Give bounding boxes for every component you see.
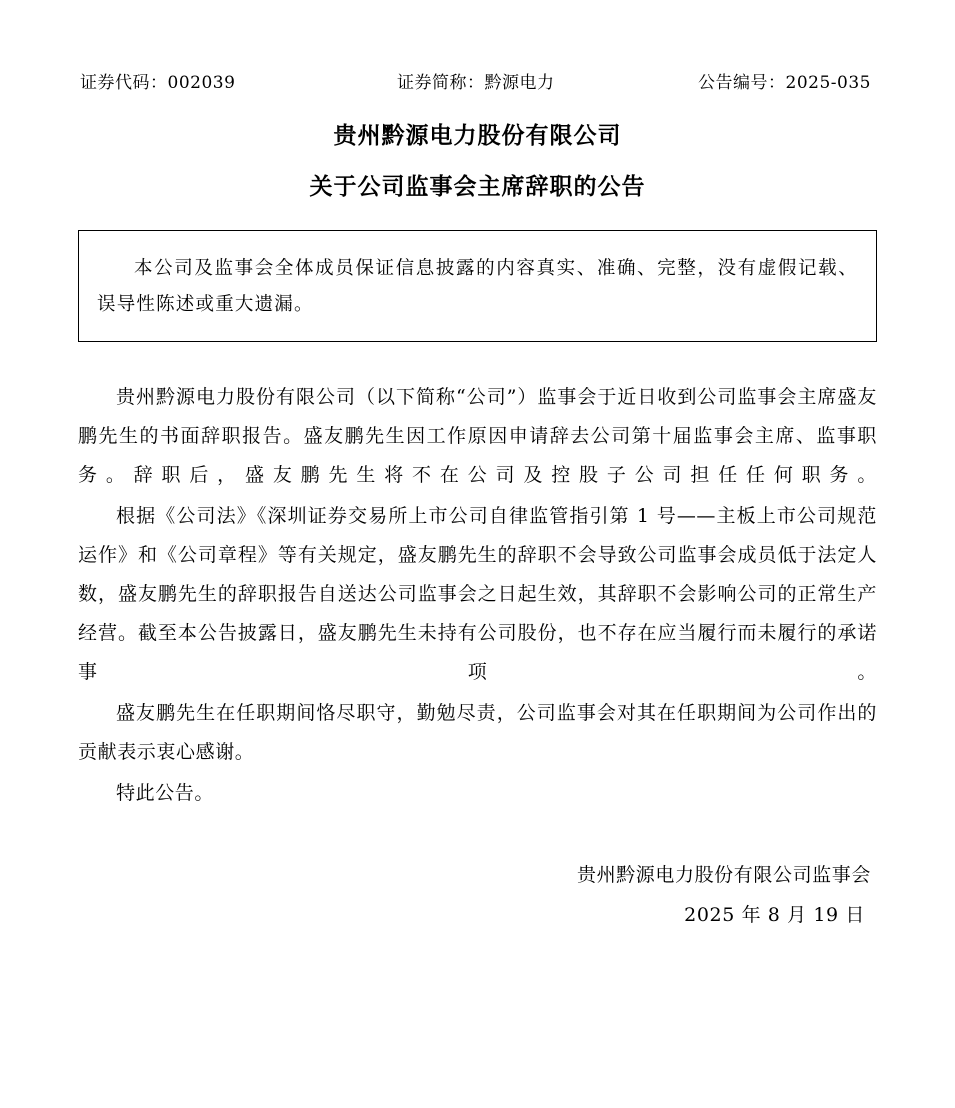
signature-date: 2025 年 8 月 19 日 — [684, 904, 865, 927]
security-short-name: 证券简称：黔源电力 — [396, 73, 555, 93]
document-body — [78, 378, 877, 812]
page-title-company: 贵州黔源电力股份有限公司 — [333, 122, 622, 149]
signature-block — [78, 856, 877, 936]
disclosure-statement-text: 本公司及监事会全体成员保证信息披露的内容真实、准确、完整，没有虚假记载、误导性陈述或重大遗漏。 — [97, 258, 858, 316]
security-code: 证券代码：002039 — [80, 73, 236, 93]
disclosure-statement-box — [78, 230, 877, 342]
body-paragraph-4: 特此公告。 — [116, 781, 215, 804]
body-paragraph-1: 贵州黔源电力股份有限公司（以下简称“公司”）监事会于近日收到公司监事会主席盛友鹏先生的书面辞职报告。盛友鹏先生因工作原因申请辞去公司第十届监事会主席、监事职务。辞职后，盛友鹏先生将不在公司及控股子公司担任任何职务。 — [78, 386, 877, 486]
body-paragraph-2: 根据《公司法》《深圳证券交易所上市公司自律监管指引第 1 号——主板上市公司规范运作》和《公司章程》等有关规定，盛友鹏先生的辞职不会导致公司监事会成员低于法定人数，盛友鹏先生的辞职报告自送达公司监事会之日起生效，其辞职不会影响公司的正常生产经营。截至本公告披露日，盛友鹏先生未持有公司股份，也不存在应当履行而未履行的承诺事项。 — [78, 504, 877, 683]
document-header — [78, 68, 877, 93]
page-title-subject: 关于公司监事会主席辞职的公告 — [309, 172, 646, 200]
announcement-number: 公告编号：2025-035 — [698, 73, 871, 93]
body-paragraph-3: 盛友鹏先生在任职期间恪尽职守，勤勉尽责，公司监事会对其在任职期间为公司作出的贡献表示衷心感谢。 — [78, 701, 877, 763]
signature-issuer: 贵州黔源电力股份有限公司监事会 — [576, 864, 871, 887]
